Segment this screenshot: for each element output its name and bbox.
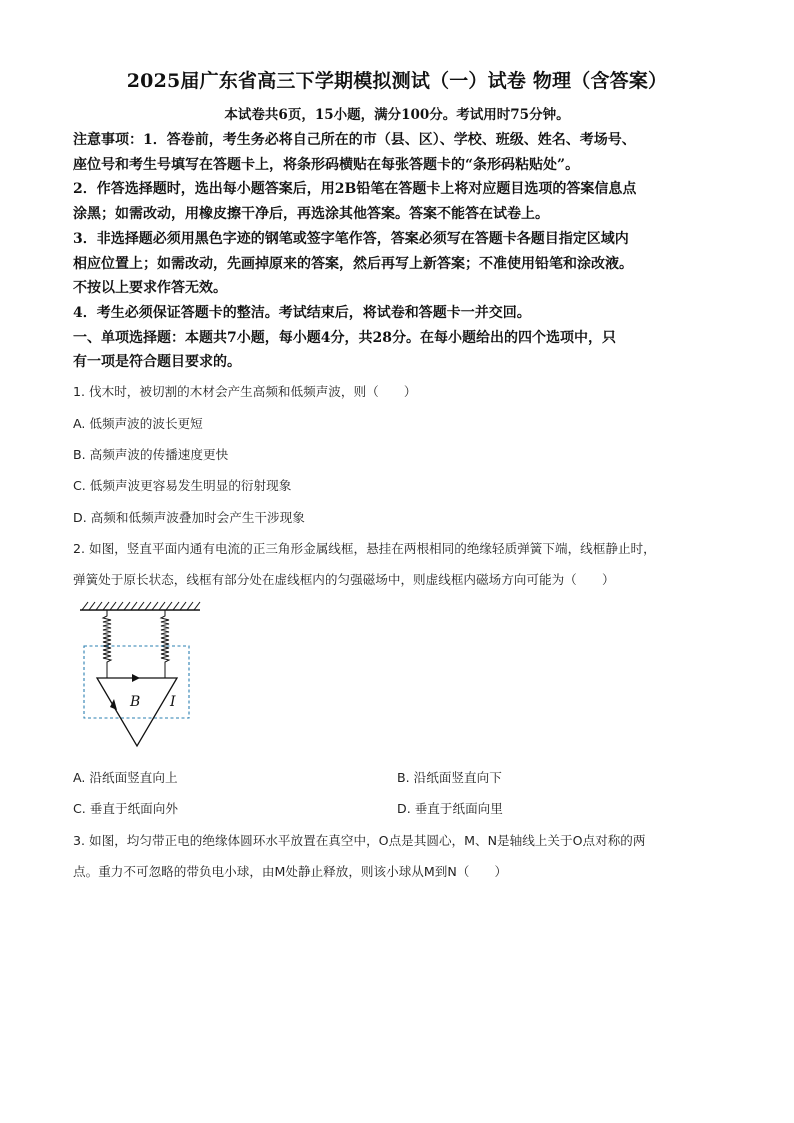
current-arrow-top (132, 674, 140, 682)
page-title: 2025届广东省高三下学期模拟测试（一）试卷 物理（含答案） (126, 70, 668, 92)
exam-info: 本试卷共6页，15小题，满分100分。考试用时75分钟。 (224, 107, 570, 123)
notes-line: 注意事项：1．答卷前，考生务必将自己所在的市（县、区）、学校、班级、姓名、考场号、 (73, 132, 636, 148)
notes-line: 涂黑；如需改动，用橡皮擦干净后，再选涂其他答案。答案不能答在试卷上。 (73, 206, 549, 223)
notes-line: 2．作答选择题时，选出每小题答案后，用2B铅笔在答题卡上将对应题目选项的答案信息点 (73, 181, 637, 198)
question-2-stem-line1: 2. 如图，竖直平面内通有电流的正三角形金属线框，悬挂在两根相同的绝缘轻质弹簧下端，线框静止时， (73, 541, 656, 556)
ceiling-hatch (82, 602, 200, 610)
question-1-option-c: C. 低频声波更容易发生明显的衍射现象 (73, 478, 292, 493)
question-2-option-d: D. 垂直于纸面向里 (397, 801, 503, 816)
question-3-stem-line2: 点。重力不可忽略的带负电小球，由M处静止释放，则该小球从M到N（ ） (73, 864, 508, 879)
notes-line: 4．考生必须保证答题卡的整洁。考试结束后，将试卷和答题卡一并交回。 (73, 304, 531, 321)
question-1-option-d: D. 高频和低频声波叠加时会产生干涉现象 (73, 510, 305, 525)
question-2-option-a: A. 沿纸面竖直向上 (73, 770, 178, 785)
question-3-stem-line1: 3. 如图，均匀带正电的绝缘体圆环水平放置在真空中，O点是其圆心，M、N是轴线上关于O点对称的两 (73, 833, 646, 848)
question-1-option-a: A. 低频声波的波长更短 (73, 416, 203, 431)
question-1-option-b: B. 高频声波的传播速度更快 (73, 447, 229, 462)
notes-line: 相应位置上；如需改动，先画掉原来的答案，然后再写上新答案；不准使用铅笔和涂改液。 (73, 255, 633, 272)
question-1-stem: 1. 伐木时，被切割的木材会产生高频和低频声波，则（ ） (73, 384, 417, 399)
question-2-option-c: C. 垂直于纸面向外 (73, 801, 178, 816)
label-I: I (170, 694, 176, 710)
label-B: B (130, 694, 141, 710)
notes-line: 3．非选择题必须用黑色字迹的钢笔或签字笔作答，答案必须写在答题卡各题目指定区域内 (73, 230, 629, 247)
triangle-frame (97, 678, 177, 746)
instructions-block (73, 128, 723, 375)
question-2-option-b: B. 沿纸面竖直向下 (397, 770, 502, 785)
notes-line: 座位号和考生号填写在答题卡上，将条形码横贴在每张答题卡的“条形码粘贴处”。 (73, 156, 580, 173)
left-spring (103, 610, 111, 678)
question-2-figure (70, 598, 210, 754)
section-heading: 有一项是符合题目要求的。 (73, 354, 241, 371)
right-spring (161, 610, 169, 678)
question-2-stem-line2: 弹簧处于原长状态，线框有部分处在虚线框内的匀强磁场中，则虚线框内磁场方向可能为（ ） (73, 572, 615, 587)
section-heading: 一、单项选择题：本题共7小题，每小题4分，共28分。在每小题给出的四个选项中，只 (73, 329, 616, 346)
notes-line: 不按以上要求作答无效。 (73, 280, 227, 297)
